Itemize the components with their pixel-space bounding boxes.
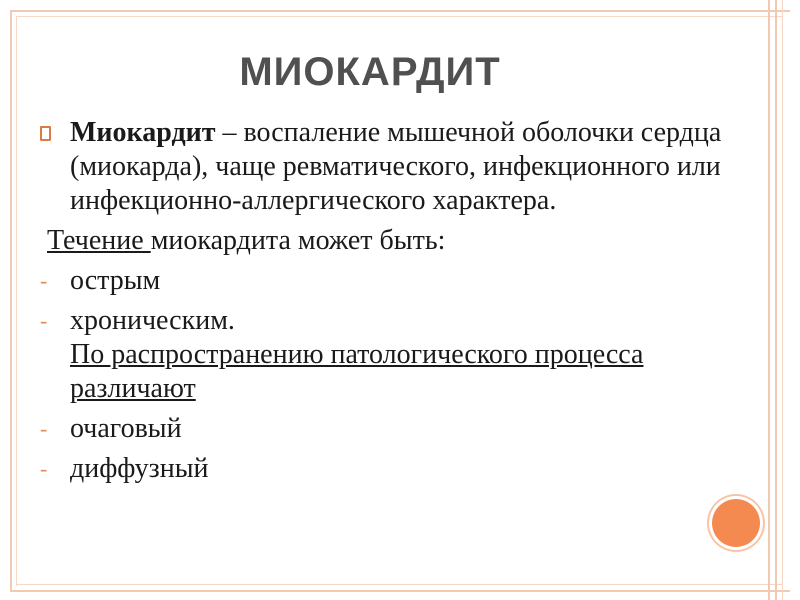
border-right-line — [782, 0, 783, 600]
list-item — [40, 304, 740, 406]
definition-paragraph — [40, 116, 740, 218]
dash-bullet-icon: - — [40, 268, 48, 293]
slide-title: МИОКАРДИТ — [239, 50, 501, 94]
course-line — [40, 224, 740, 258]
slide-content — [40, 116, 740, 486]
list-item-text: очаговый — [70, 413, 182, 444]
list-item — [40, 412, 740, 446]
square-bullet-icon — [40, 126, 51, 141]
border-left-inner — [16, 16, 17, 586]
border-left — [10, 10, 12, 592]
border-top — [10, 10, 790, 12]
list-item — [40, 452, 740, 486]
border-right-line — [775, 0, 777, 600]
course-rest: миокардита может быть: — [150, 225, 446, 256]
course-label: Течение — [47, 225, 151, 256]
list-item-text: острым — [70, 265, 161, 296]
definition-text: – воспаление мышечной оболочки сердца (миокарда), чаще ревматического, инфекционного или инфекционно-аллергического характера. — [70, 117, 722, 216]
dash-bullet-icon: - — [40, 416, 48, 441]
dash-bullet-icon: - — [40, 456, 48, 481]
border-right-line — [768, 0, 770, 600]
accent-circle — [712, 499, 760, 547]
list-item-text: хроническим. — [70, 305, 235, 336]
dash-bullet-icon: - — [40, 308, 48, 333]
definition-term: Миокардит — [70, 117, 216, 148]
border-top-inner — [16, 16, 782, 17]
border-bottom — [10, 590, 790, 592]
spread-heading: По распространению патологического процесса различают — [70, 339, 644, 404]
border-bottom-inner — [16, 584, 782, 585]
list-item — [40, 264, 740, 298]
list-item-text: диффузный — [70, 453, 209, 484]
